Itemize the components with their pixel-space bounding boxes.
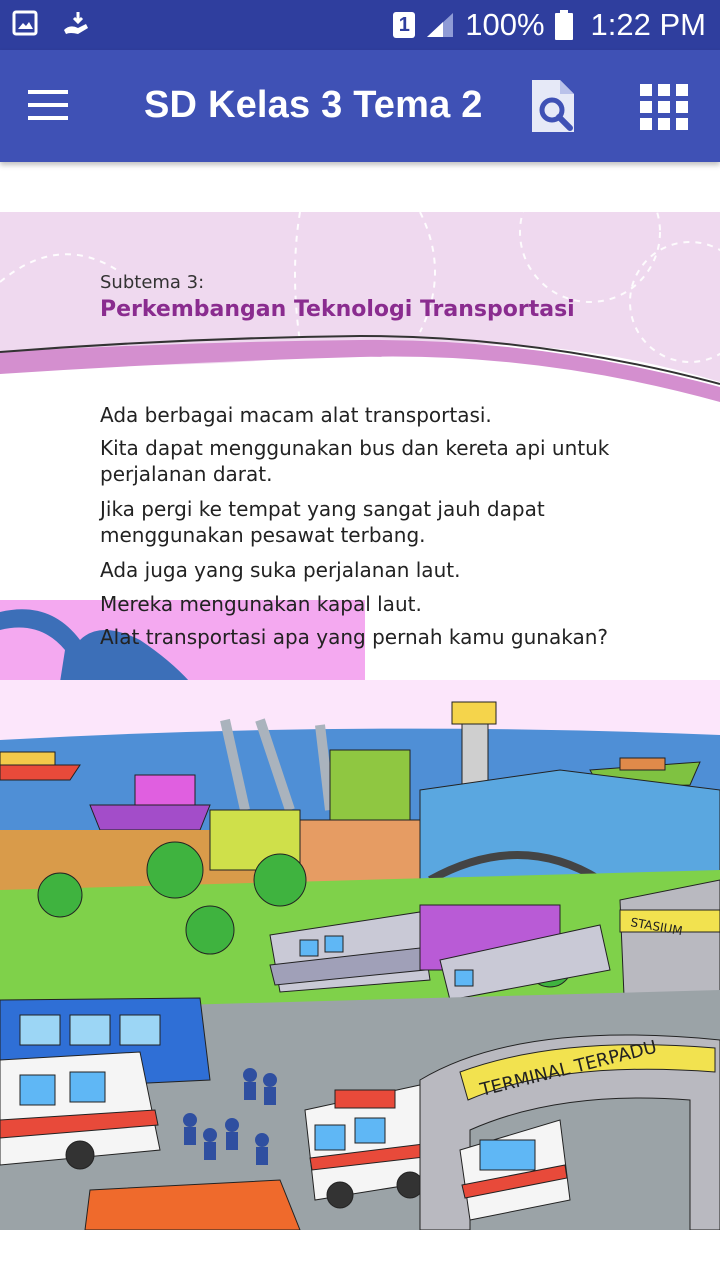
apps-grid-icon[interactable] (640, 84, 688, 130)
battery-percent: 100% (465, 7, 545, 42)
menu-icon[interactable] (28, 90, 68, 122)
battery-icon (555, 10, 573, 40)
subtheme-label: Subtema 3: (100, 272, 205, 293)
status-bar (0, 0, 720, 50)
book-page[interactable] (0, 212, 720, 1230)
station-sign: STASIUM (629, 915, 684, 939)
paragraph-5: Mereka mengunakan kapal laut. (100, 592, 422, 616)
bus-white (0, 1052, 160, 1169)
paragraph-2: Kita dapat menggunakan bus dan kereta api untuk perjalanan darat. (100, 436, 610, 486)
download-icon (60, 10, 92, 38)
clock: 1:22 PM (590, 7, 706, 42)
subtheme-title: Perkembangan Teknologi Transportasi (100, 297, 575, 322)
paragraph-4: Ada juga yang suka perjalanan laut. (100, 558, 461, 582)
paragraph-6: Alat transportasi apa yang pernah kamu gunakan? (100, 625, 608, 649)
image-icon (12, 10, 38, 36)
paragraph-1: Ada berbagai macam alat transportasi. (100, 403, 492, 427)
terminal-sign: TERMINAL TERPADU (478, 1036, 659, 1101)
paragraph-3: Jika pergi ke tempat yang sangat jauh dapat menggunakan pesawat terbang. (100, 497, 545, 547)
search-document-icon[interactable] (528, 78, 578, 134)
signal-icon (425, 11, 455, 39)
app-bar (0, 50, 720, 162)
sim-badge: 1 (393, 12, 415, 38)
app-title: SD Kelas 3 Tema 2 (144, 84, 483, 126)
transport-illustration (0, 680, 720, 1230)
